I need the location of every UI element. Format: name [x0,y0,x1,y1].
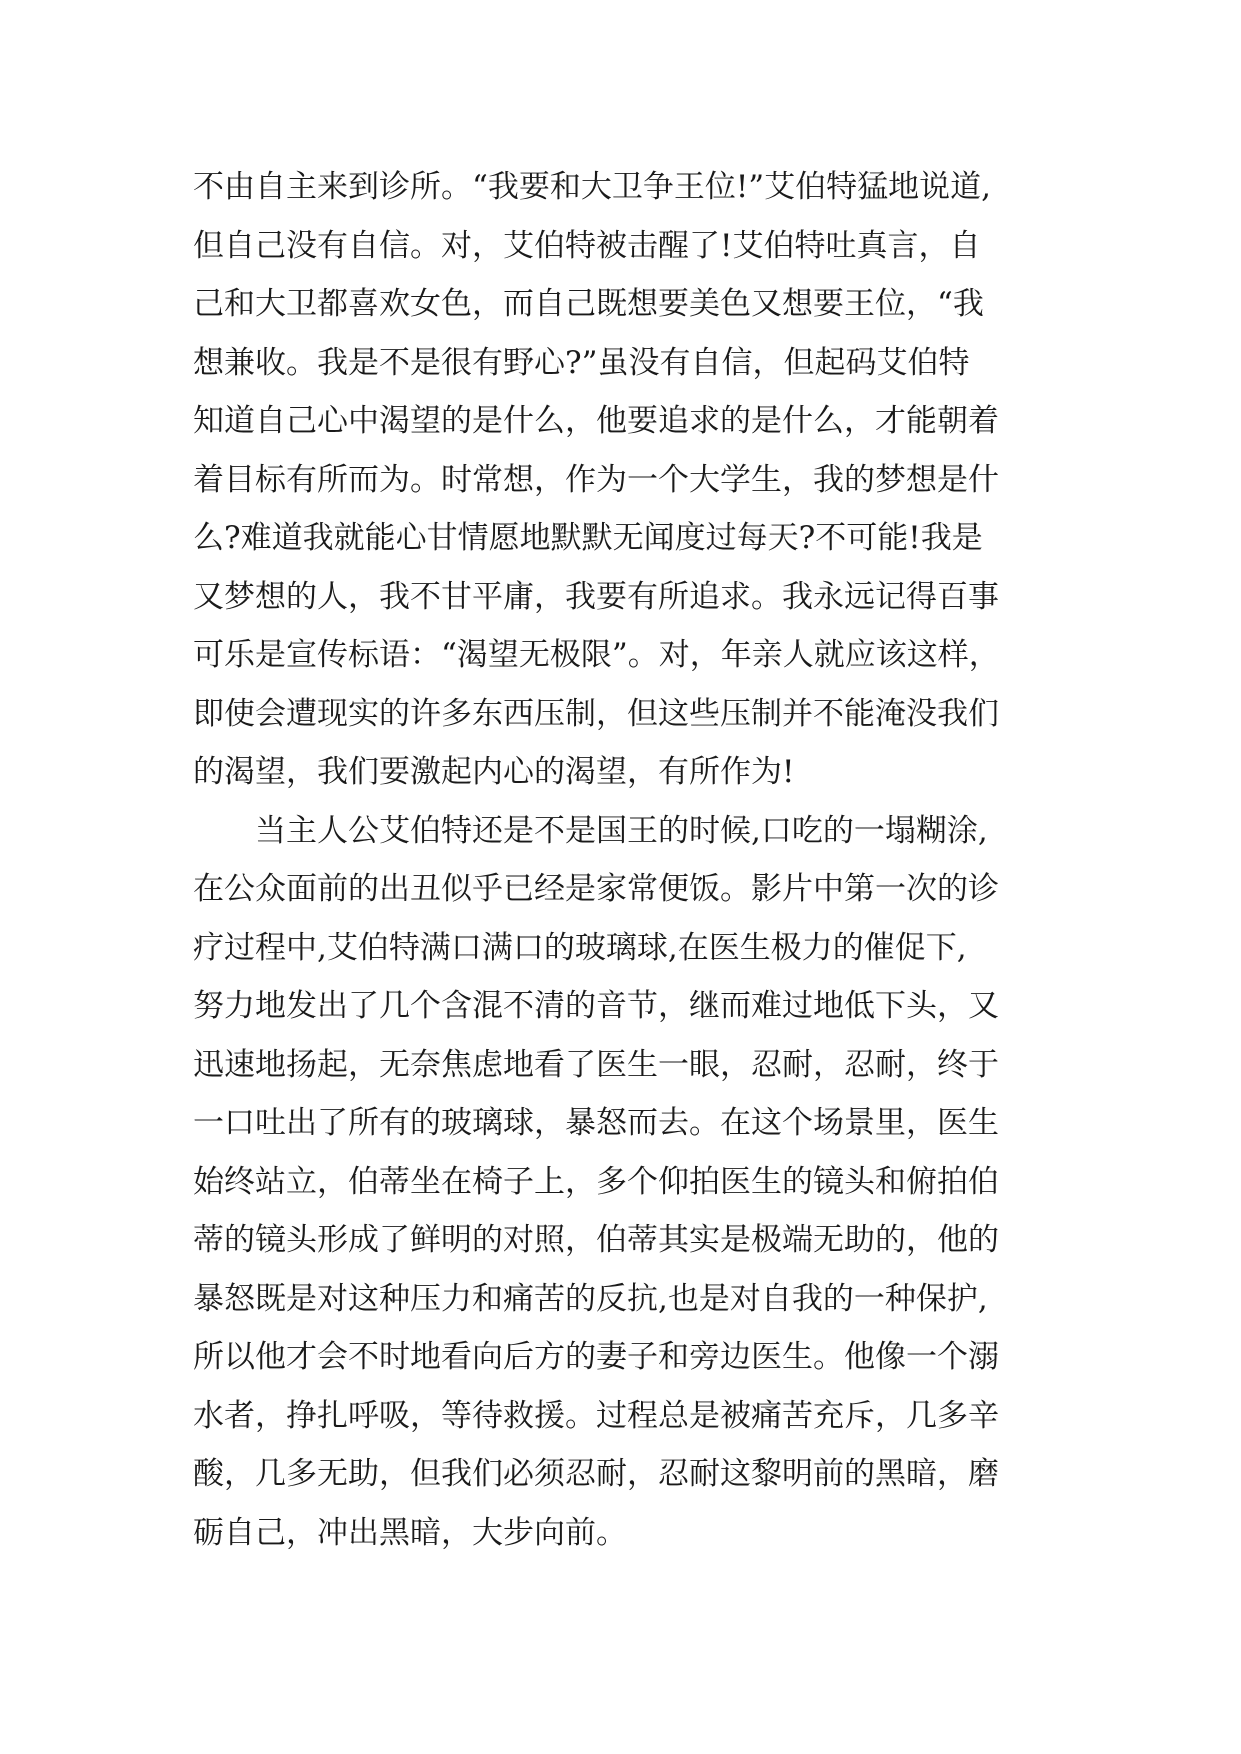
text-line: 么?难道我就能心甘情愿地默默无闻度过每天?不可能!我是 [193,520,983,556]
text-line: 即使会遭现实的许多东西压制，但这些压制并不能淹没我们 [193,695,999,732]
text-line: 水者，挣扎呼吸，等待救援。过程总是被痛苦充斥，几多辛 [193,1397,999,1434]
text-line: 己和大卫都喜欢女色，而自己既想要美色又想要王位，“我 [193,286,984,322]
text-line: 酸，几多无助，但我们必须忍耐，忍耐这黎明前的黑暗，磨 [193,1456,999,1492]
text-line: 始终站立，伯蒂坐在椅子上，多个仰拍医生的镜头和俯拍伯 [193,1163,999,1200]
text-line: 的渴望，我们要激起内心的渴望，有所作为! [193,754,795,790]
text-line: 一口吐出了所有的玻璃球，暴怒而去。在这个场景里，医生 [193,1105,999,1141]
text-line: 迅速地扬起，无奈焦虑地看了医生一眼，忍耐，忍耐，终于 [193,1046,999,1083]
body-text [193,158,1073,1562]
text-line: 努力地发出了几个含混不清的音节，继而难过地低下头，又 [193,988,999,1024]
text-line: 在公众面前的出丑似乎已经是家常便饭。影片中第一次的诊 [193,871,999,907]
text-line: 着目标有所而为。时常想，作为一个大学生，我的梦想是什 [193,461,999,498]
text-line: 不由自主来到诊所。“我要和大卫争王位!”艾伯特猛地说道, [193,169,992,205]
text-line: 暴怒既是对这种压力和痛苦的反抗,也是对自我的一种保护, [193,1280,988,1317]
text-line: 砺自己，冲出黑暗，大步向前。 [193,1514,627,1551]
text-line: 所以他才会不时地看向后方的妻子和旁边医生。他像一个溺 [193,1339,999,1375]
text-line: 当主人公艾伯特还是不是国王的时候,口吃的一塌糊涂, [193,812,988,849]
text-line: 疗过程中,艾伯特满口满口的玻璃球,在医生极力的催促下, [193,929,967,966]
text-line: 想兼收。我是不是很有野心?”虽没有自信，但起码艾伯特 [193,344,970,381]
text-line: 知道自己心中渴望的是什么，他要追求的是什么，才能朝着 [193,403,999,439]
text-line: 又梦想的人，我不甘平庸，我要有所追求。我永远记得百事 [193,578,999,615]
text-line: 蒂的镜头形成了鲜明的对照，伯蒂其实是极端无助的，他的 [193,1222,999,1258]
text-line: 可乐是宣传标语：“渴望无极限”。对，年亲人就应该这样， [193,637,1000,673]
text-line: 但自己没有自信。对，艾伯特被击醒了!艾伯特吐真言，自 [193,227,981,264]
